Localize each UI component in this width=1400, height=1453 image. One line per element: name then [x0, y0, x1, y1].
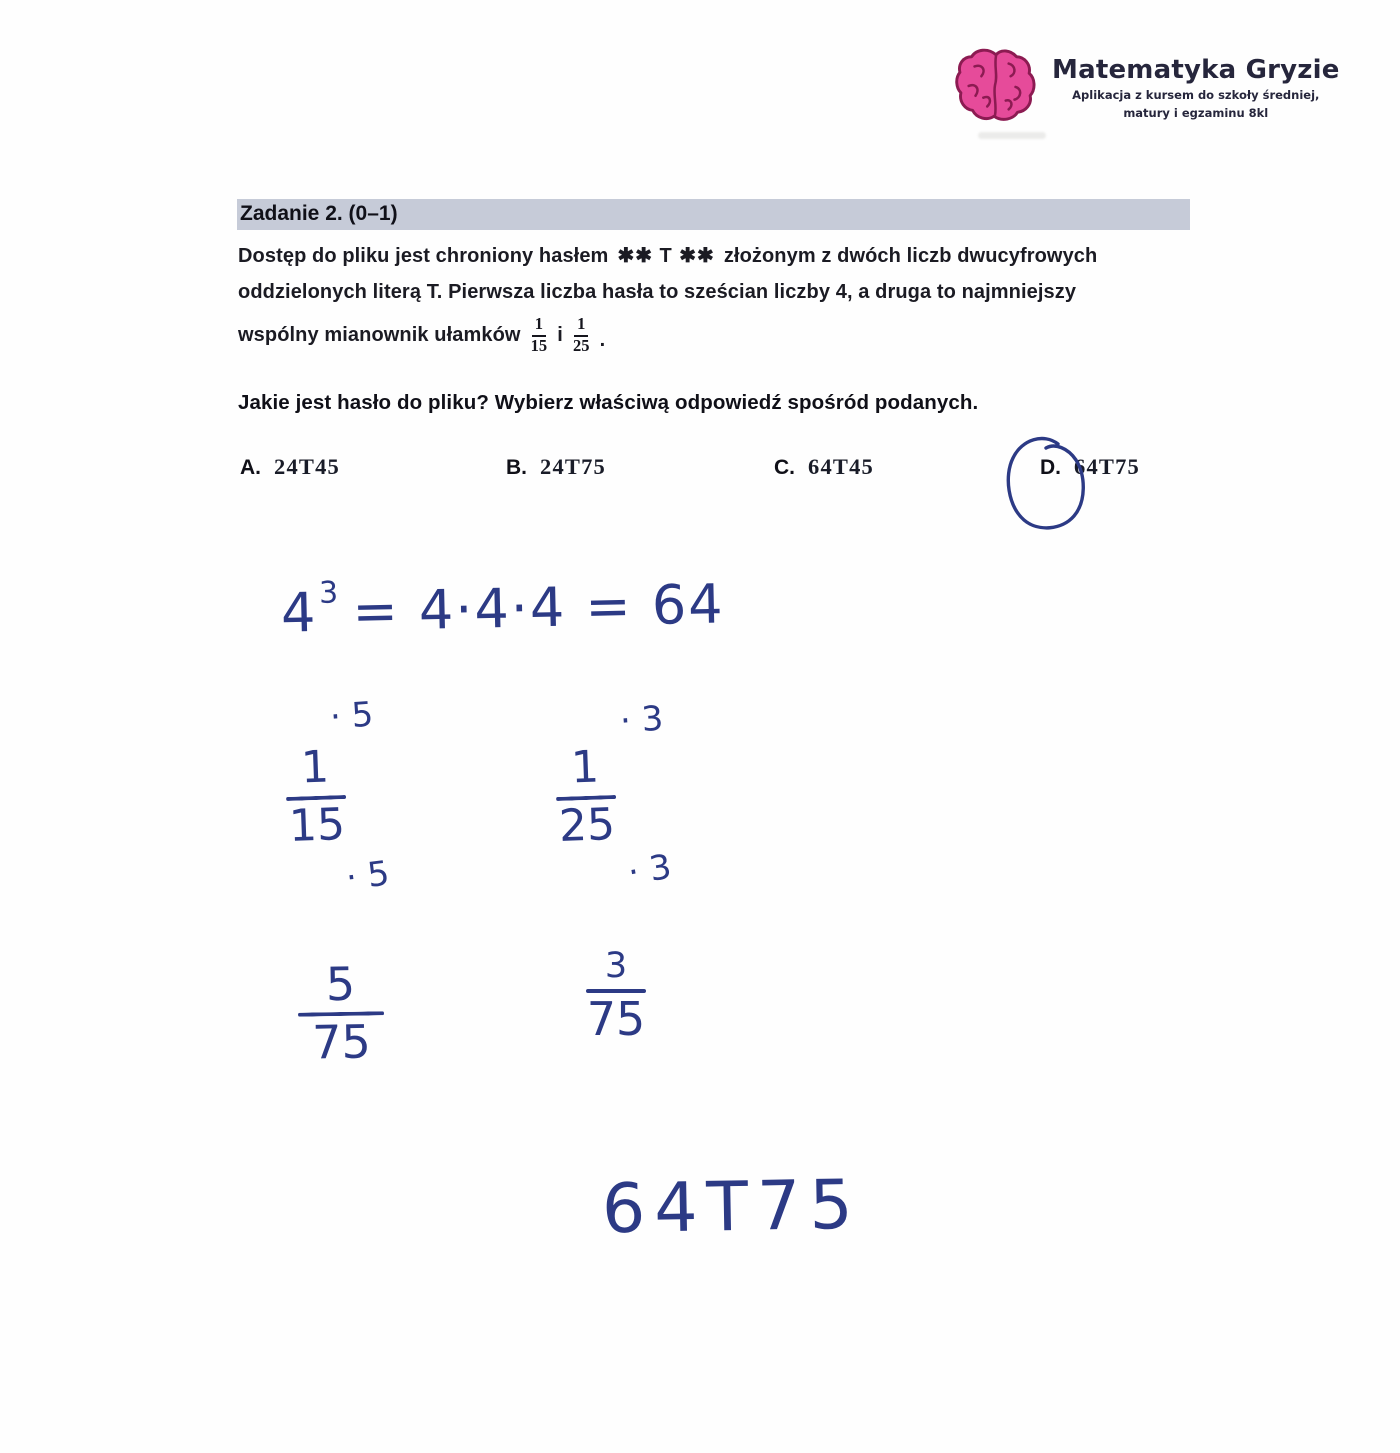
question-text: Jakie jest hasło do pliku? Wybierz właściwą odpowiedź spośród podanych.: [238, 391, 979, 414]
answer-option-c: [774, 454, 874, 480]
answer-letter: A.: [240, 456, 261, 479]
task-line1-prefix: Dostęp do pliku jest chroniony hasłem: [238, 245, 609, 267]
fraction-numerator: 1: [532, 315, 546, 337]
fraction-numerator: 5: [325, 956, 356, 1012]
answer-value: 64T75: [1074, 454, 1141, 479]
task-header-bar: [237, 199, 1190, 230]
fraction-denominator: 25: [558, 798, 616, 852]
answer-letter: C.: [774, 456, 795, 479]
cube-equation-rest: = 4·4·4 = 64: [351, 572, 726, 644]
answer-option-b: [506, 454, 606, 480]
fraction-denominator: 15: [530, 335, 548, 355]
fraction-denominator: 75: [586, 991, 646, 1046]
task-text-line3: [238, 315, 605, 356]
multiplier-top: · 5: [328, 694, 375, 738]
fraction-numerator: 3: [604, 946, 628, 986]
sentence-period: .: [599, 328, 606, 351]
answer-letter: B.: [506, 456, 527, 479]
answer-option-a: [240, 454, 340, 480]
task-text-line1: [238, 243, 1097, 268]
logo: [954, 46, 1340, 124]
task-line3-prefix: wspólny mianownik ułamków: [238, 323, 521, 346]
handdrawn-circle-annotation: [1000, 431, 1100, 535]
fraction-numerator: 1: [570, 741, 600, 794]
logo-subtitle: [1052, 87, 1340, 123]
scan-smudge: [978, 132, 1046, 139]
task-line1-suffix: złożonym z dwóch liczb dwucyfrowych: [723, 245, 1098, 267]
logo-title: Matematyka Gryzie: [1052, 55, 1340, 85]
logo-subtitle-line2: matury i egzaminu 8kl: [1123, 105, 1269, 120]
cube-base: 4: [280, 580, 319, 645]
task-text-line2: oddzielonych literą T. Pierwsza liczba hasła to sześcian liczby 4, a druga to najmniejszy: [238, 281, 1077, 303]
handwritten-result-fraction-3-75: [584, 946, 648, 1046]
handwritten-work-column-1: [286, 696, 436, 926]
logo-subtitle-line1: Aplikacja z kursem do szkoły średniej,: [1072, 88, 1320, 102]
answer-letter: D.: [1040, 456, 1061, 479]
multiplier-bottom: · 3: [625, 846, 675, 894]
cube-exponent: 3: [318, 575, 341, 611]
multiplier-top: · 3: [618, 698, 665, 742]
answer-value: 64T45: [808, 454, 875, 479]
handwritten-fraction-1-25: [554, 743, 618, 850]
answer-value: 24T75: [540, 454, 607, 479]
fraction-denominator: 75: [311, 1014, 372, 1070]
handwritten-work-column-2: [556, 696, 706, 926]
answer-value: 24T45: [274, 454, 341, 479]
conjunction-i: i: [557, 323, 563, 346]
brain-icon: [954, 46, 1038, 124]
fraction-denominator: 15: [288, 798, 346, 852]
password-mask: ✱✱ T ✱✱: [617, 245, 715, 267]
multiplier-bottom: · 5: [343, 853, 392, 899]
handwritten-cube-equation: [280, 572, 725, 644]
fraction-numerator: 1: [574, 315, 588, 337]
fraction-numerator: 1: [300, 741, 330, 794]
handwritten-result-fraction-5-75: [297, 956, 385, 1070]
fraction-denominator: 25: [572, 335, 590, 355]
inline-fraction-1-15: [531, 315, 548, 356]
task-header-title: Zadanie 2. (0–1): [240, 202, 398, 225]
logo-text: [1052, 46, 1340, 123]
handwritten-fraction-1-15: [284, 743, 348, 850]
handwritten-final-answer: 64T75: [601, 1165, 863, 1250]
inline-fraction-1-25: [573, 315, 590, 356]
